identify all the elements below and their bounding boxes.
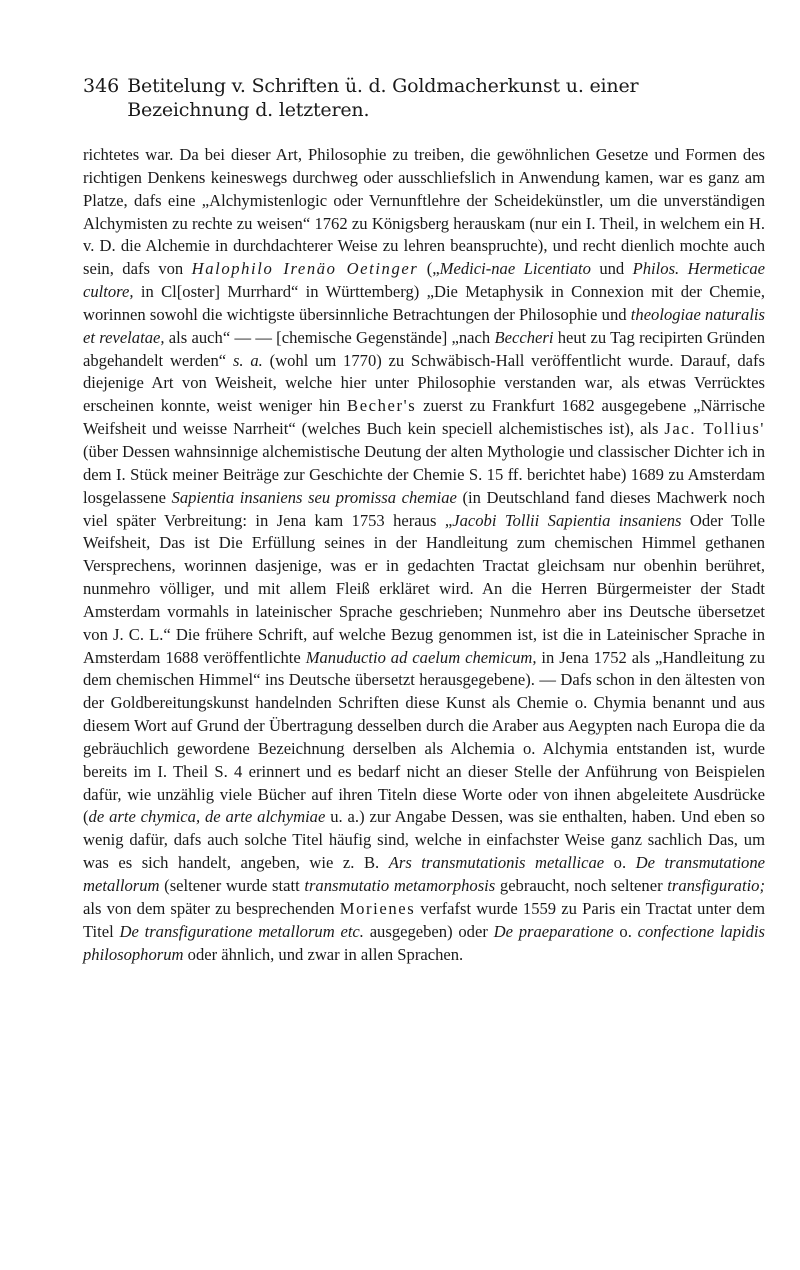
emphasized-text-run: Becher's bbox=[347, 396, 417, 416]
text-run: o. bbox=[604, 853, 636, 873]
text-run: (in Deutschland fand dieses Machwerk noch viel später Verbreitung: in Jena kam 1753 heraus „ bbox=[83, 487, 766, 530]
text-run: ausgegeben) oder bbox=[363, 921, 494, 941]
text-run: richtetes war. Da bei dieser Art, Philosophie zu treiben, die gewöhnlichen Gesetze und Formen des richtigen Denkens keineswegs durchweg oder ausschliefslich in Anwendung kamen, war es ganz am Platze, dafs eine „Alchymistenlogic oder Vernunftlehre der Scheidekünstler, um die unverständigen Alchymisten zu rechte zu weisen“ 1762 zu Königsberg herauskam (nur ein I. Theil, in welchem ein H. v. D. die Alchemie in durchdachterer Weise zu lehren beanspruchte), und recht dienlich mochte auch sein, dafs von bbox=[83, 145, 765, 279]
text-run: („ bbox=[418, 259, 440, 279]
text-run: in Cl[oster] Murrhard“ in Württemberg) „Die Metaphysik in Connexion mit der Chemie, worinnen sowohl die wichtigste übersinnliche Betrachtungen der Philosophie und bbox=[83, 282, 765, 324]
text-run: (über Dessen wahnsinnige alchemistische Deutung der alten Mythologie und classischer Dichter ich in dem I. Stück meiner Beiträge zur Geschichte der Chemie S. 15 ff. berichtet habe) 1689 zu Amsterdam losgelassene bbox=[83, 441, 765, 507]
emphasized-text-run: de arte chymica, de arte alchymiae bbox=[88, 807, 326, 827]
emphasized-text-run: theologiae naturalis et revelatae, bbox=[83, 304, 765, 347]
text-run: und bbox=[590, 259, 633, 279]
running-head bbox=[83, 74, 765, 122]
text-run: u. a.) zur Angabe Dessen, was sie enthalten, haben. Und eben so wenig dafür, dafs auch solche Titel häufig sind, welche in einfachster Weise ganz sachlich Das, um was es sich handelt, angeben, wie z. B. bbox=[83, 807, 765, 873]
page-number: 346 bbox=[83, 75, 120, 97]
text-run: verfafst wurde 1559 zu Paris ein Tractat unter dem Titel bbox=[83, 898, 765, 941]
text-run: gebraucht, noch seltener bbox=[495, 876, 668, 895]
emphasized-text-run: Halophilo Irenäo Oetinger bbox=[191, 259, 419, 279]
emphasized-text-run: De praeparatione bbox=[493, 921, 614, 941]
emphasized-text-run: Manuductio ad caelum chemicum, bbox=[305, 647, 537, 667]
text-run: heut zu Tag recipirten Gründen abgehandelt werden“ bbox=[83, 327, 765, 370]
text-run: Oder Tolle Weifsheit, Das ist Die Erfüllung seines in der Handleitung zum chemischen Himmel gethanen Versprechens, worinnen dasjenige, was er in gedachten Tractat gleichsam nur obenhin berühret, nunmehro völliger, und mit allem Fleiß erkläret wird. An die Herren Bürgermeister der Stadt Amsterdam vormahls in lateinischer Sprache geschrieben; Nunmehro aber ins Deutsche übersetzet von J. C. L.“ Die frühere Schrift, auf welche Bezug genommen ist, ist die in Lateinischer Sprache in Amsterdam 1688 veröffentlichte bbox=[83, 510, 766, 667]
emphasized-text-run: Beccheri bbox=[494, 327, 554, 347]
text-run: zuerst zu Frankfurt 1682 ausgegebene „Närrische Weifsheit und weisse Narrheit“ (welches Buch kein speciell alchemistisches ist), als bbox=[83, 396, 765, 439]
running-head-title: Betitelung v. Schriften ü. d. Goldmacherkunst u. einer Bezeichnung d. letzteren. bbox=[127, 75, 639, 121]
emphasized-text-run: Jac. Tollius' bbox=[664, 419, 765, 439]
emphasized-text-run: Philos. Hermeticae cultore, bbox=[83, 259, 765, 302]
emphasized-text-run: De transmutatione metallorum bbox=[83, 853, 766, 895]
emphasized-text-run: transmutatio metamorphosis bbox=[304, 876, 496, 895]
emphasized-text-run: Ars transmutationis metallicae bbox=[388, 853, 605, 873]
emphasized-text-run: confectione lapidis philosophorum bbox=[83, 921, 765, 964]
text-run: als von dem später zu besprechenden bbox=[83, 898, 340, 918]
book-page bbox=[83, 74, 765, 966]
text-run: oder ähnlich, und zwar in allen Sprachen. bbox=[183, 944, 464, 964]
emphasized-text-run: Jacobi Tollii Sapientia insaniens bbox=[452, 510, 682, 530]
emphasized-text-run: Medici-nae Licentiato bbox=[439, 259, 591, 279]
body-paragraph bbox=[83, 144, 765, 966]
emphasized-text-run: transfiguratio; bbox=[667, 876, 765, 895]
text-run: o. bbox=[613, 921, 638, 941]
text-run: in Jena 1752 als „Handleitung zu dem chemischen Himmel“ ins Deutsche übersetzt herausgegebene). — Dafs schon in den ältesten von der Goldbereitungskunst handelnden Schriften diese Kunst als Chemie o. Chymia benannt und aus diesem Wort auf Grund der Übertragung desselben durch die Araber aus Aegypten nach Europa die da gebräuchlich gewordene Bezeichnung derselben als Alchemia o. Alchymia entstanden ist, wurde bereits im I. Theil S. 4 erinnert und es bedarf nicht an dieser Stelle der Anführung von Beispielen dafür, wie unzählig viele Bücher auf ihren Titeln diese Worte oder von ihnen abgeleitete Ausdrücke ( bbox=[83, 647, 765, 827]
emphasized-text-run: Sapientia insaniens seu promissa chemiae bbox=[171, 487, 457, 507]
emphasized-text-run: De transfiguratione metallorum etc. bbox=[119, 921, 364, 941]
emphasized-text-run: s. a. bbox=[232, 350, 263, 370]
emphasized-text-run: Morienes bbox=[339, 898, 416, 918]
text-run: als auch“ — — [chemische Gegenstände] „nach bbox=[164, 327, 495, 347]
text-run: (wohl um 1770) zu Schwäbisch-Hall veröffentlicht wurde. Darauf, dafs diejenige Art von Weisheit, welche hier unter Philosophie verstanden war, als etwas Verrücktes erscheinen konnte, weist weniger hin bbox=[83, 350, 765, 416]
text-run: (seltener wurde statt bbox=[159, 876, 305, 895]
